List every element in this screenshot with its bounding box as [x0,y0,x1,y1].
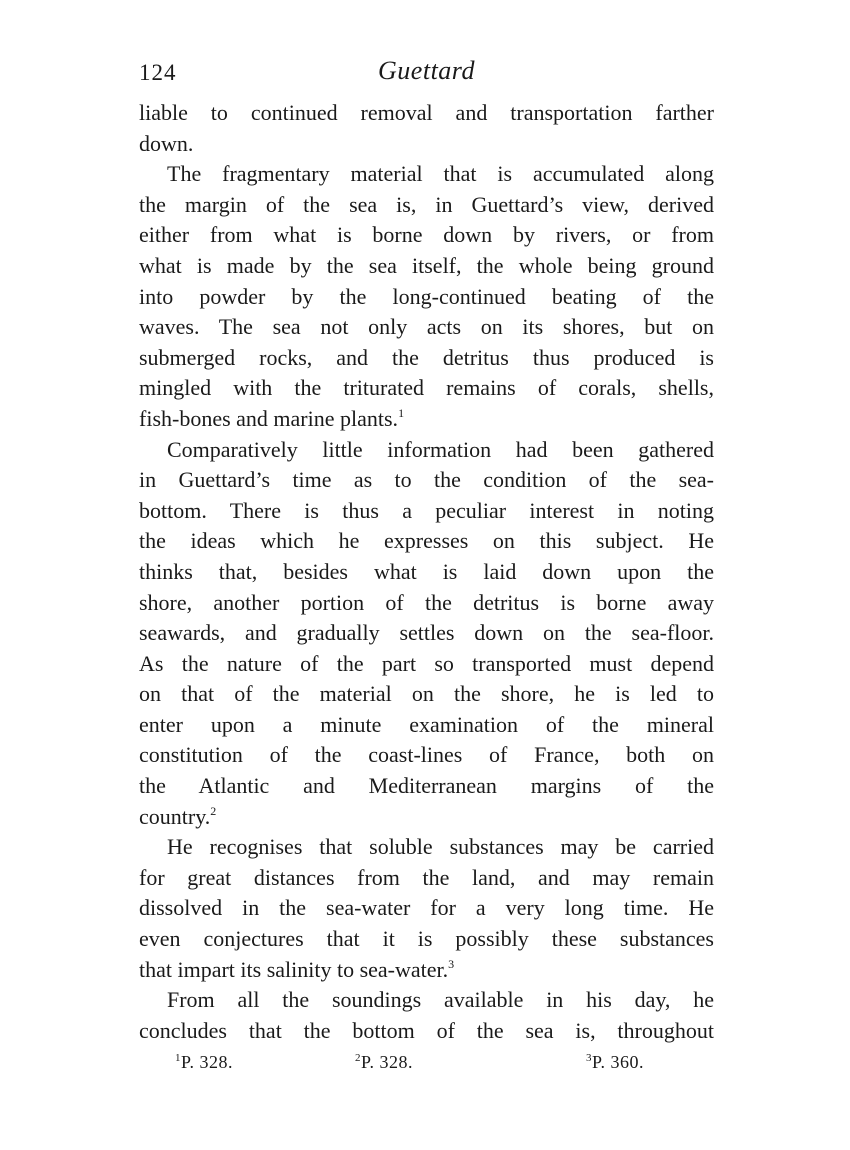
footnote-ref-3: 3 [448,956,455,971]
text-line: for great distances from the land, and may remain [139,864,714,890]
text-line: mingled with the triturated remains of corals, shells, [139,375,714,401]
footnote-1 [175,1052,233,1073]
text-line: into powder by the long-continued beating of the [139,283,714,309]
text-line: As the nature of the part so transported must depend [139,650,714,676]
text-line-content: that impart its salinity to sea-water. [139,956,449,982]
paragraph [139,832,714,985]
text-line-content: country. [139,803,211,829]
text-line: thinks that, besides what is laid down upon the [139,558,714,584]
paragraph [139,98,714,159]
text-line: He recognises that soluble substances may be carried [167,834,714,860]
footnote-mark: 1 [175,1052,181,1065]
paragraph [139,435,714,833]
text-line: seawards, and gradually settles down on the sea-floor. [139,620,714,646]
footnote-2 [355,1052,413,1073]
book-page [139,52,714,1078]
footnote-text: P. 328. [181,1052,234,1073]
text-line: The fragmentary material that is accumulated along [167,161,714,187]
text-line: dissolved in the sea-water for a very long time. He [139,895,714,921]
paragraph [139,159,714,434]
text-line-content: fish-bones and marine plants. [139,405,399,431]
text-line: the margin of the sea is, in Guettard’s view, derived [139,191,714,217]
page-number: 124 [139,60,177,85]
text-line: bottom. There is thus a peculiar interest in noting [139,497,714,523]
running-title: Guettard [378,56,475,85]
text-line: on that of the material on the shore, he is led to [139,681,714,707]
footnote-ref-2: 2 [210,803,217,818]
text-line-with-footnote [139,404,714,435]
footnote-text: P. 360. [592,1052,645,1073]
footnote-ref-1: 1 [398,405,405,420]
text-line: either from what is borne down by rivers, or from [139,222,714,248]
text-line: even conjectures that it is possibly these substances [139,926,714,952]
text-line: what is made by the sea itself, the whole being ground [139,252,714,278]
footnote-3 [586,1052,644,1073]
paragraph [139,985,714,1046]
text-line: the Atlantic and Mediterranean margins of the [139,773,714,799]
footnotes [139,1048,714,1078]
text-line-with-footnote [139,955,714,986]
text-line: liable to continued removal and transportation farther [139,100,714,125]
footnote-mark: 3 [586,1052,592,1065]
text-line: enter upon a minute examination of the mineral [139,711,714,737]
text-line: From all the soundings available in his day, he [167,987,714,1013]
body-text [139,98,714,1046]
text-line: constitution of the coast-lines of France, both on [139,742,714,768]
text-line: waves. The sea not only acts on its shores, but on [139,314,714,340]
text-line: concludes that the bottom of the sea is, throughout [139,1017,714,1043]
text-line-with-footnote [139,802,714,833]
footnote-text: P. 328. [361,1052,414,1073]
text-line: Comparatively little information had been gathered [167,436,714,462]
text-line: the ideas which he expresses on this subject. He [139,528,714,554]
text-line: down. [139,130,194,156]
text-line: in Guettard’s time as to the condition of the sea- [139,467,714,493]
text-line: shore, another portion of the detritus is borne away [139,589,714,615]
running-head [139,52,714,98]
text-line: submerged rocks, and the detritus thus produced is [139,344,714,370]
footnote-mark: 2 [355,1052,361,1065]
